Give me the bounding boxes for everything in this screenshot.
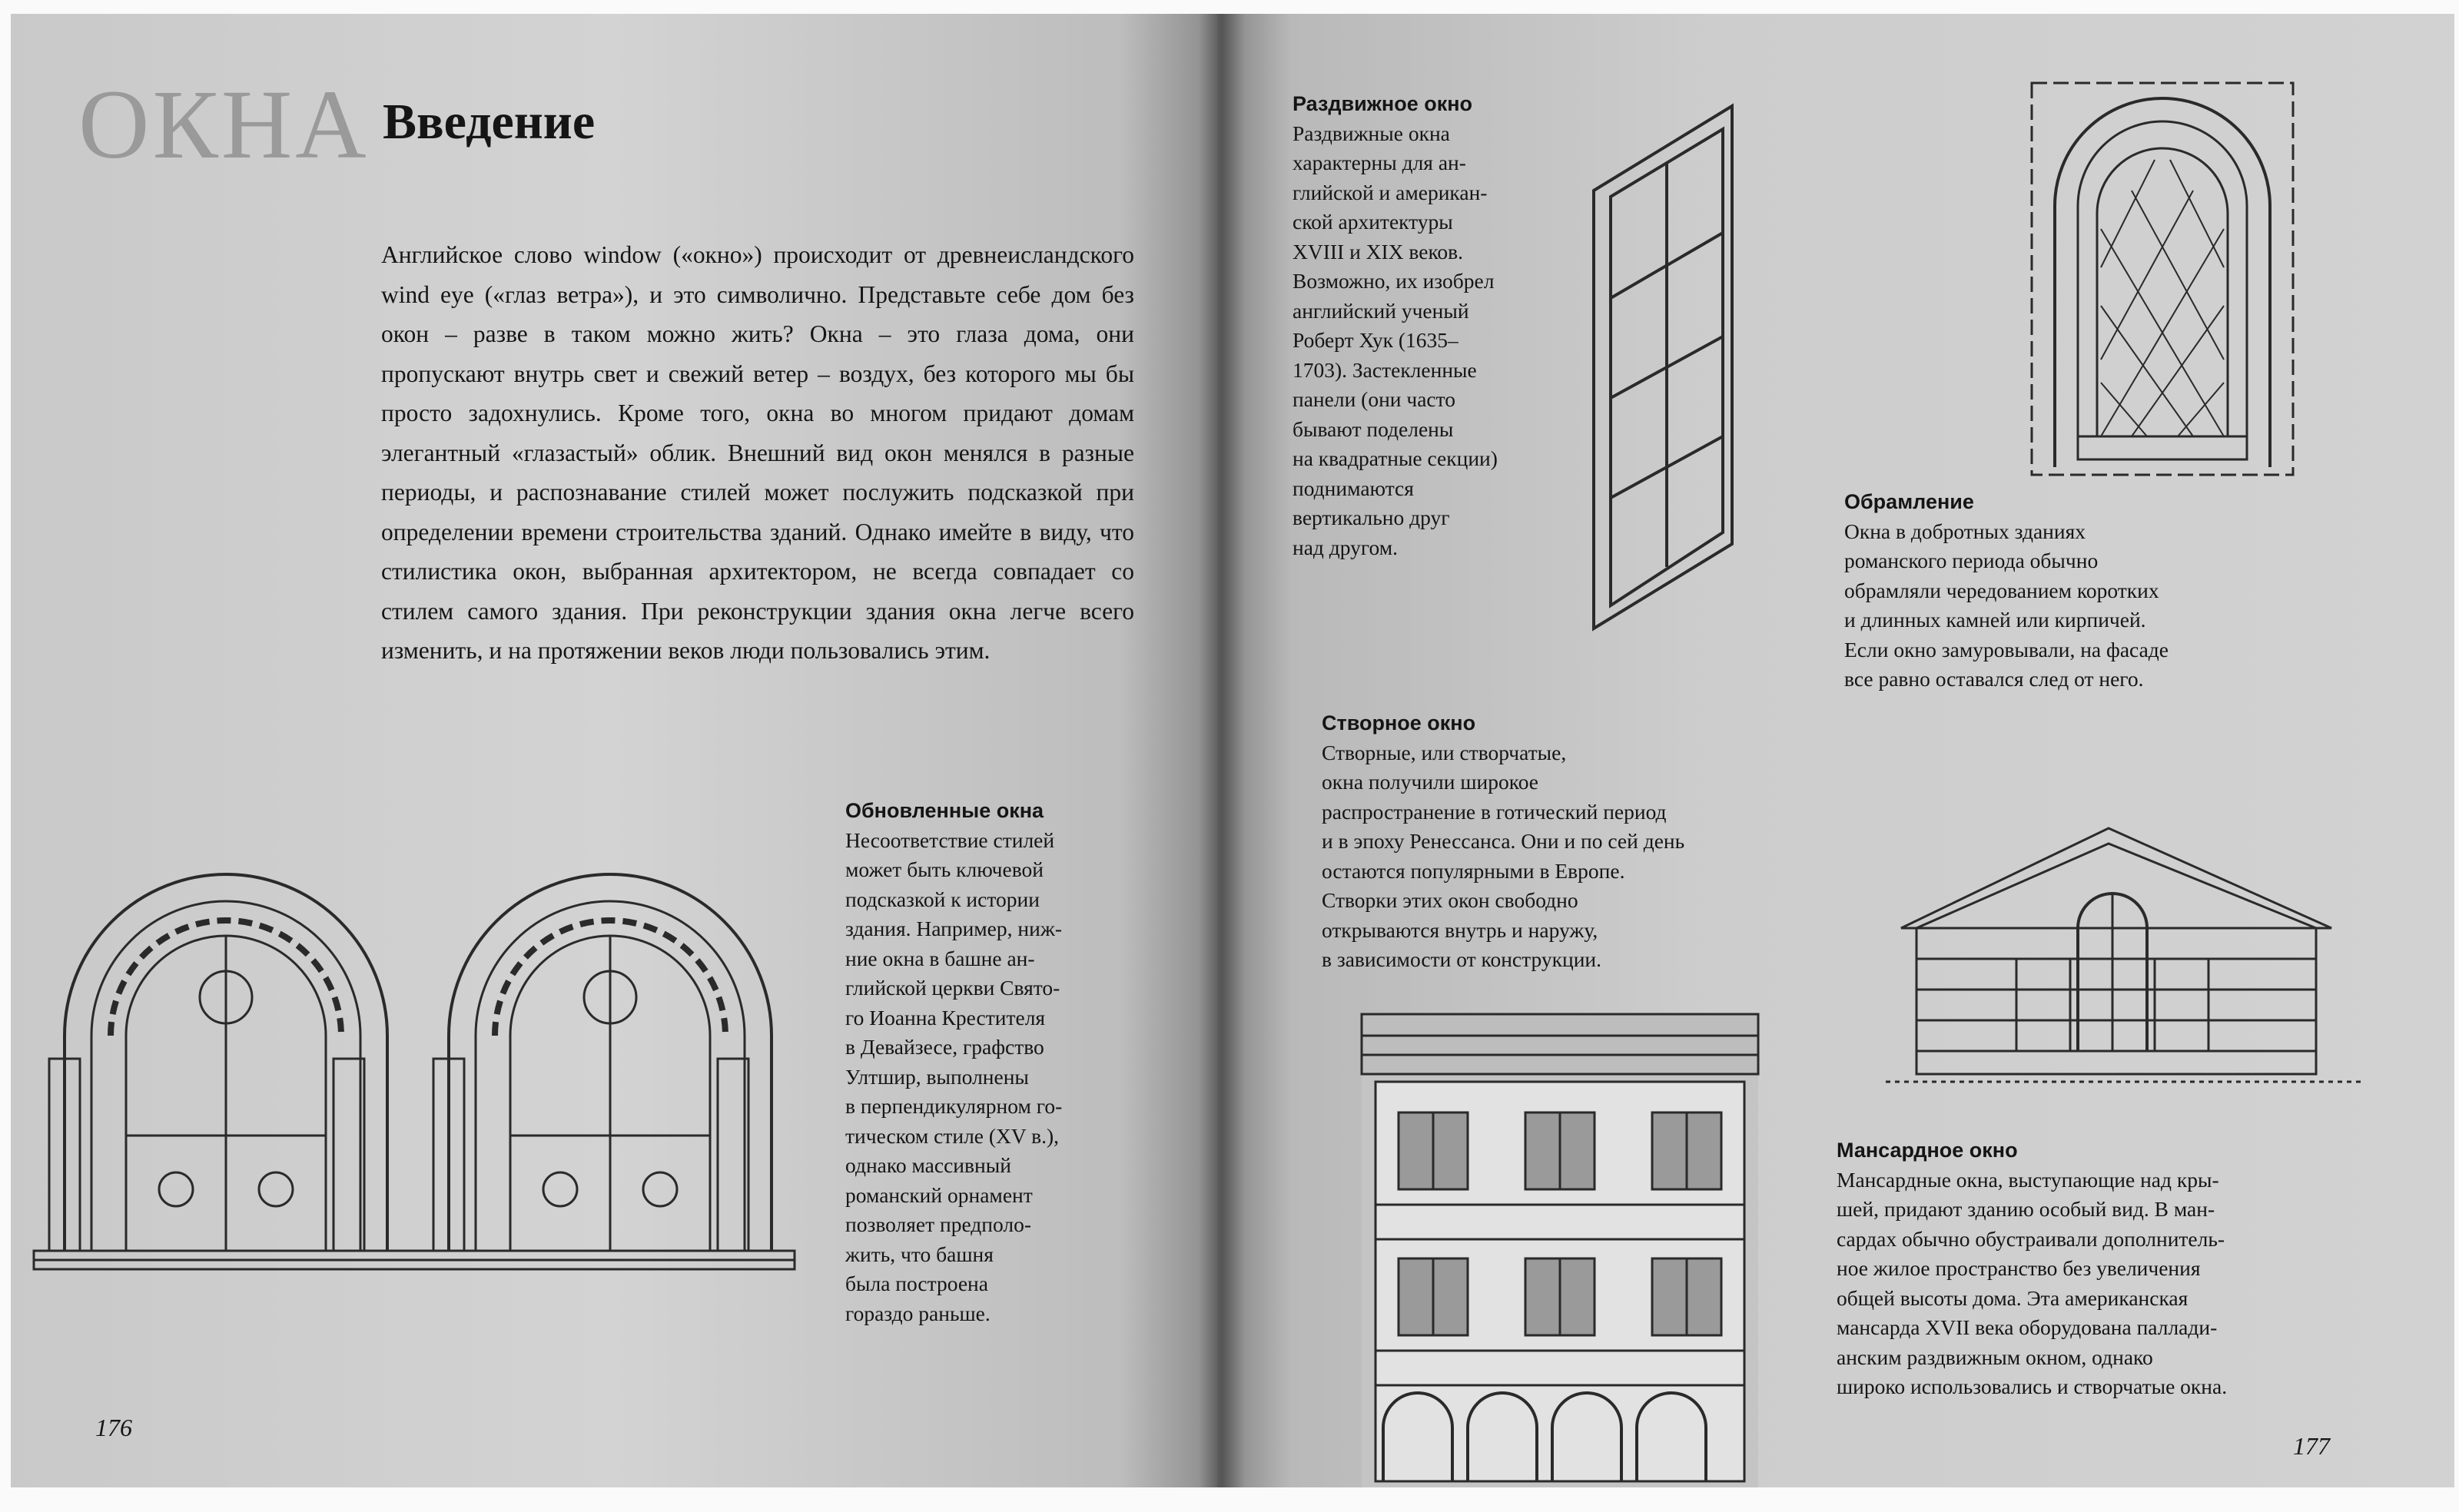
caption-heading: Обрамление — [1844, 490, 1974, 513]
section-word: ОКНА — [78, 70, 370, 179]
dormer-window-caption — [1837, 1136, 2328, 1402]
intro-paragraph: Английское слово window («окно») происходит от древнеисландского wind eye («глаз ветра»), и это символично. Представьте себе дом без окон – разве в таком можно жить? Окна – это глаза дома, они пропускают внутрь свет и свежий ветер – воздух, без которого мы бы просто задохнулись. Кроме того, окна во многом придают домам элегантный «глазастый» облик. Внешний вид окон менялся в разные периоды, и распознавание стилей может послужить подсказкой при определении времени строительства зданий. Однако имейте в виду, что стилистика окон, выбранная архитектором, не всегда совпадает со стилем самого здания. При реконструкции здания окна легче всего изменить, и на протяжении веков люди пользовались этим. — [381, 241, 1134, 664]
caption-body: Окна в добротных зданиях романского периода обычно обрамляли чередованием коротких и длинных камней или кирпичей. Если окно замуровывали, на фасаде все равно оставался след от него. — [1844, 519, 2169, 691]
caption-heading: Обновленные окна — [845, 799, 1044, 822]
caption-body: Несоответствие стилей может быть ключевой подсказкой к истории здания. Например, ниж- ние окна в башне ан- глийской церкви Свято- го Иоанна Крестителя в Девайзесе, графство Ултшир, выполнены в перпендикулярном го- тическом стиле (XV в.), однако массивный романский орнамент позволяет предполо- жить, что башня была построена гораздо раньше. — [845, 827, 1063, 1325]
caption-body: Мансардные окна, выступающие над кры- шей, придают зданию особый вид. В ман- сардах обычно обустраивали дополнитель- ное жилое пространство без увеличения общей высоты дома. Эта американская мансарда XVII века оборудована паллади- анским раздвижным окном, однако широко использовались и створчатые окна. — [1837, 1167, 2228, 1398]
casement-window-caption — [1322, 708, 1783, 975]
caption-heading: Мансардное окно — [1837, 1139, 2018, 1162]
caption-body: Раздвижные окна характерны для ан- глийской и американ- ской архитектуры XVIII и XIX веков. Возможно, их изобрел английский ученый Роберт Хук (1635– 1703). Застекленные панели (они часто бывают поделены на квадратные секции) поднимаются вертикально друг над другом. — [1293, 121, 1498, 559]
caption-heading: Раздвижное окно — [1293, 92, 1473, 115]
page-title: Введение — [383, 94, 596, 150]
caption-heading: Створное окно — [1322, 711, 1476, 734]
sash-window-illustration — [1578, 98, 1747, 636]
casement-facade-illustration — [1360, 1013, 1760, 1487]
dormer-window-illustration — [1855, 797, 2393, 1105]
caption-body: Створные, или створчатые, окна получили широкое распространение в готический период и в эпоху Ренессанса. Они и по сей день остаются популярными в Европе. Створки этих окон свободно открываются внутрь и наружу, в зависимости от конструкции. — [1322, 740, 1685, 971]
right-page — [1217, 14, 2454, 1487]
page-number: 176 — [95, 1414, 132, 1441]
book-gutter-shadow — [1199, 14, 1245, 1487]
sash-window-caption — [1293, 89, 1569, 562]
romanesque-framed-window-illustration — [2024, 37, 2301, 482]
framing-caption — [1844, 487, 2244, 695]
left-page — [11, 14, 1217, 1487]
romanesque-windows-illustration — [18, 805, 802, 1297]
page-number: 177 — [2293, 1432, 2330, 1460]
intro-text — [381, 235, 1134, 671]
updated-windows-caption — [845, 796, 1183, 1328]
